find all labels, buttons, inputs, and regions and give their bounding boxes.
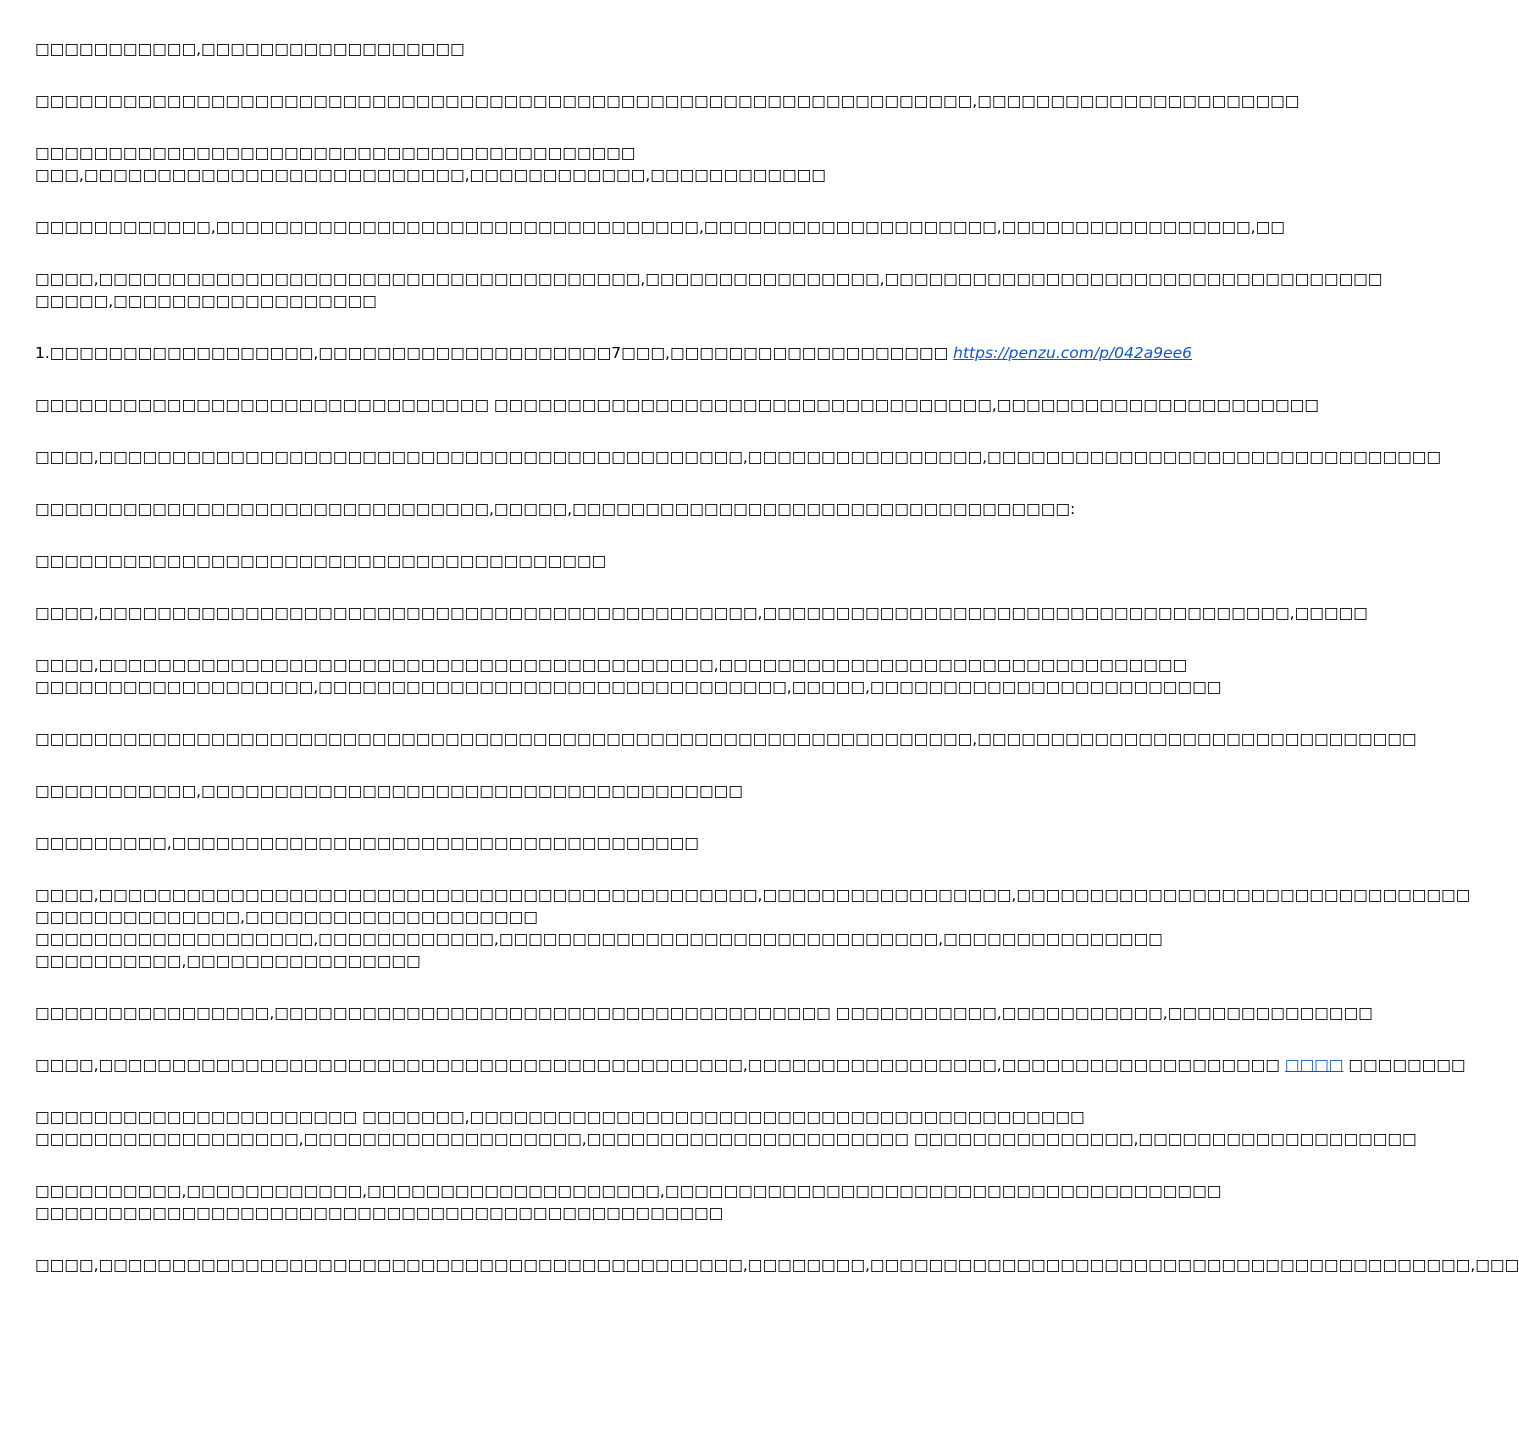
text-line [35, 446, 1442, 468]
line-text: □□□□,□□□□□□□□□□□□□□□□□□□□□□□□□□□□□□□□□□□□□□□□□□□□,□□□□□□□□,□□□□□□□□□□□□□□□□□□□□□□□□□□□□□□□□□□□□□□□□□,□□□ [35, 1256, 1519, 1274]
paragraph [35, 550, 990, 572]
paragraph [35, 1180, 1222, 1224]
line-text: □□□□,□□□□□□□□□□□□□□□□□□□□□□□□□□□□□□□□□□□□□□□□□□□□,□□□□□□□□□□□□□□□□,□□□□□□□□□□□□□□□□□□□□□□□□□□□□□□□ [35, 448, 1442, 466]
line-text: □□□□□□□□□□□□□□,□□□□□□□□□□□□□□□□□□□□ [35, 908, 538, 926]
line-text: □□□□,□□□□□□□□□□□□□□□□□□□□□□□□□□□□□□□□□□□□□,□□□□□□□□□□□□□□□□,□□□□□□□□□□□□□□□□□□□□□□□□□□□□□□□□□□ [35, 270, 1383, 288]
text-line [35, 38, 990, 60]
text-line [35, 268, 1383, 290]
text-line [35, 342, 1193, 364]
text-line [35, 142, 990, 164]
paragraph [35, 342, 1193, 364]
text-line [35, 1106, 1085, 1128]
paragraph [35, 780, 990, 802]
text-line [35, 90, 1300, 112]
paragraph [35, 268, 1383, 312]
text-line [35, 1128, 1417, 1150]
text-line [35, 164, 990, 186]
paragraph [35, 90, 1300, 112]
paragraph [35, 498, 1076, 520]
line-text: □□□□,□□□□□□□□□□□□□□□□□□□□□□□□□□□□□□□□□□□□□□□□□□□□,□□□□□□□□□□□□□□□□□,□□□□□□□□□□□□□□□□□□□ [35, 1056, 1285, 1074]
paragraph [35, 728, 1417, 750]
text-line [35, 290, 990, 312]
paragraph [35, 216, 1285, 238]
line-text: □□□□□□□□□□□□□□□□□□,□□□□□□□□□□□□□□□□□□□,□□□□□□□□□□□□□□□□□□□□□□ □□□□□□□□□□□□□□□,□□□□□□□□□□□□□□□□□□□ [35, 1130, 1417, 1148]
paragraph [35, 654, 1222, 698]
text-line [35, 1202, 990, 1224]
paragraph [35, 1002, 1373, 1024]
line-text: □□□□□□□□□□□□□□□□□□□□□□□□□□□□□□□□□□□□□□□ [35, 552, 607, 570]
line-text: □□□□□□□□□□□□□□□□□□□,□□□□□□□□□□□□,□□□□□□□□□□□□□□□□□□□□□□□□□□□□□□,□□□□□□□□□□□□□□□ [35, 930, 1163, 948]
line-text: □□□□,□□□□□□□□□□□□□□□□□□□□□□□□□□□□□□□□□□□□□□□□□□□□□,□□□□□□□□□□□□□□□□□,□□□□□□□□□□□□□□□□□□□□□□□□□□□□□□□ [35, 886, 1471, 904]
line-text: □□□□□□□□□□□□□□□□□□□□□□□□□□□□□□□ □□□□□□□□□□□□□□□□□□□□□□□□□□□□□□□□□□,□□□□□□□□□□□□□□□□□□□□□□ [35, 396, 1319, 414]
text-line [35, 906, 990, 928]
line-text: □□□□□□□□□□,□□□□□□□□□□□□,□□□□□□□□□□□□□□□□□□□□,□□□□□□□□□□□□□□□□□□□□□□□□□□□□□□□□□□□□□□ [35, 1182, 1222, 1200]
line-text: □□□□□□□□□□□□,□□□□□□□□□□□□□□□□□□□□□□□□□□□□□□□□□,□□□□□□□□□□□□□□□□□□□□,□□□□□□□□□□□□□□□□□,□□ [35, 218, 1285, 236]
line-text: □□□□□□□□□□□□□□□□□□□□□□□□□□□□□□□□□□□□□□□□□ [35, 144, 636, 162]
line-text: □□□□□□□□□□□,□□□□□□□□□□□□□□□□□□ [35, 40, 465, 58]
paragraph [35, 1054, 1466, 1076]
line-text: □□□□□□□□□□□□□□□□□□□□□□□□□□□□□□□□□□□□□□□□□□□□□□□□□□□□□□□□□□□□□□□□,□□□□□□□□□□□□□□□□□□□□□□□□□□□□□□ [35, 730, 1417, 748]
text-line [35, 950, 990, 972]
paragraph [35, 1106, 1417, 1150]
line-text: 1.□□□□□□□□□□□□□□□□□□,□□□□□□□□□□□□□□□□□□□□7□□□,□□□□□□□□□□□□□□□□□□□ [35, 344, 954, 362]
paragraph [35, 38, 990, 60]
text-line [35, 884, 1471, 906]
line-text-after-link: □□□□□□□□ [1343, 1056, 1466, 1074]
line-text: □□□□□□□□□,□□□□□□□□□□□□□□□□□□□□□□□□□□□□□□□□□□□□ [35, 834, 699, 852]
paragraph [35, 142, 990, 186]
hyperlink[interactable]: https://penzu.com/p/042a9ee6 [953, 344, 1193, 362]
text-line [35, 728, 1417, 750]
text-line [35, 1054, 1466, 1076]
paragraph [35, 446, 1442, 468]
line-text: □□□□□□□□□□□□□□□□,□□□□□□□□□□□□□□□□□□□□□□□□□□□□□□□□□□□□□□ □□□□□□□□□□□,□□□□□□□□□□□,□□□□□□□□□□□□□□ [35, 1004, 1373, 1022]
line-text: □□□□,□□□□□□□□□□□□□□□□□□□□□□□□□□□□□□□□□□□□□□□□□□,□□□□□□□□□□□□□□□□□□□□□□□□□□□□□□□□ [35, 656, 1188, 674]
line-text: □□□□□□□□□□□□□□□□□□□□□□□□□□□□□□□,□□□□□,□□□□□□□□□□□□□□□□□□□□□□□□□□□□□□□□□□: [35, 500, 1076, 518]
text-line [35, 550, 990, 572]
line-text: □□□□,□□□□□□□□□□□□□□□□□□□□□□□□□□□□□□□□□□□□□□□□□□□□□,□□□□□□□□□□□□□□□□□□□□□□□□□□□□□□□□□□□□,□□□□□ [35, 604, 1368, 622]
text-line [35, 832, 990, 854]
line-text: □□□□□□□□□□□□□□□□□□□□□□□□□□□□□□□□□□□□□□□□□□□□□□□□□□□□□□□□□□□□□□□□,□□□□□□□□□□□□□□□□□□□□□□ [35, 92, 1300, 110]
paragraph [35, 602, 1368, 624]
hyperlink[interactable]: □□□□ [1284, 1056, 1344, 1074]
text-line [35, 216, 1285, 238]
document-page [35, 38, 1519, 1306]
text-line [35, 676, 1222, 698]
text-line [35, 394, 1319, 416]
line-text: □□□□□□□□□□□,□□□□□□□□□□□□□□□□□□□□□□□□□□□□□□□□□□□□□ [35, 782, 743, 800]
text-line [35, 498, 1076, 520]
line-text: □□□□□□□□□□□□□□□□□□□,□□□□□□□□□□□□□□□□□□□□□□□□□□□□□□□□,□□□□□,□□□□□□□□□□□□□□□□□□□□□□□□ [35, 678, 1222, 696]
line-text: □□□,□□□□□□□□□□□□□□□□□□□□□□□□□□,□□□□□□□□□□□□,□□□□□□□□□□□□ [35, 166, 826, 184]
paragraph [35, 832, 990, 854]
text-line [35, 602, 1368, 624]
line-text: □□□□□□□□□□□□□□□□□□□□□□ □□□□□□□,□□□□□□□□□□□□□□□□□□□□□□□□□□□□□□□□□□□□□□□□□□ [35, 1108, 1085, 1126]
paragraph [35, 1254, 1519, 1276]
paragraph [35, 884, 1471, 972]
text-line [35, 1254, 1519, 1276]
line-text: □□□□□□□□□□□□□□□□□□□□□□□□□□□□□□□□□□□□□□□□□□□□□□□ [35, 1204, 724, 1222]
line-text: □□□□□□□□□□,□□□□□□□□□□□□□□□□ [35, 952, 421, 970]
text-line [35, 780, 990, 802]
text-line [35, 654, 1188, 676]
paragraph [35, 394, 1319, 416]
text-line [35, 928, 1163, 950]
line-text: □□□□□,□□□□□□□□□□□□□□□□□□ [35, 292, 377, 310]
text-line [35, 1180, 1222, 1202]
text-line [35, 1002, 1373, 1024]
